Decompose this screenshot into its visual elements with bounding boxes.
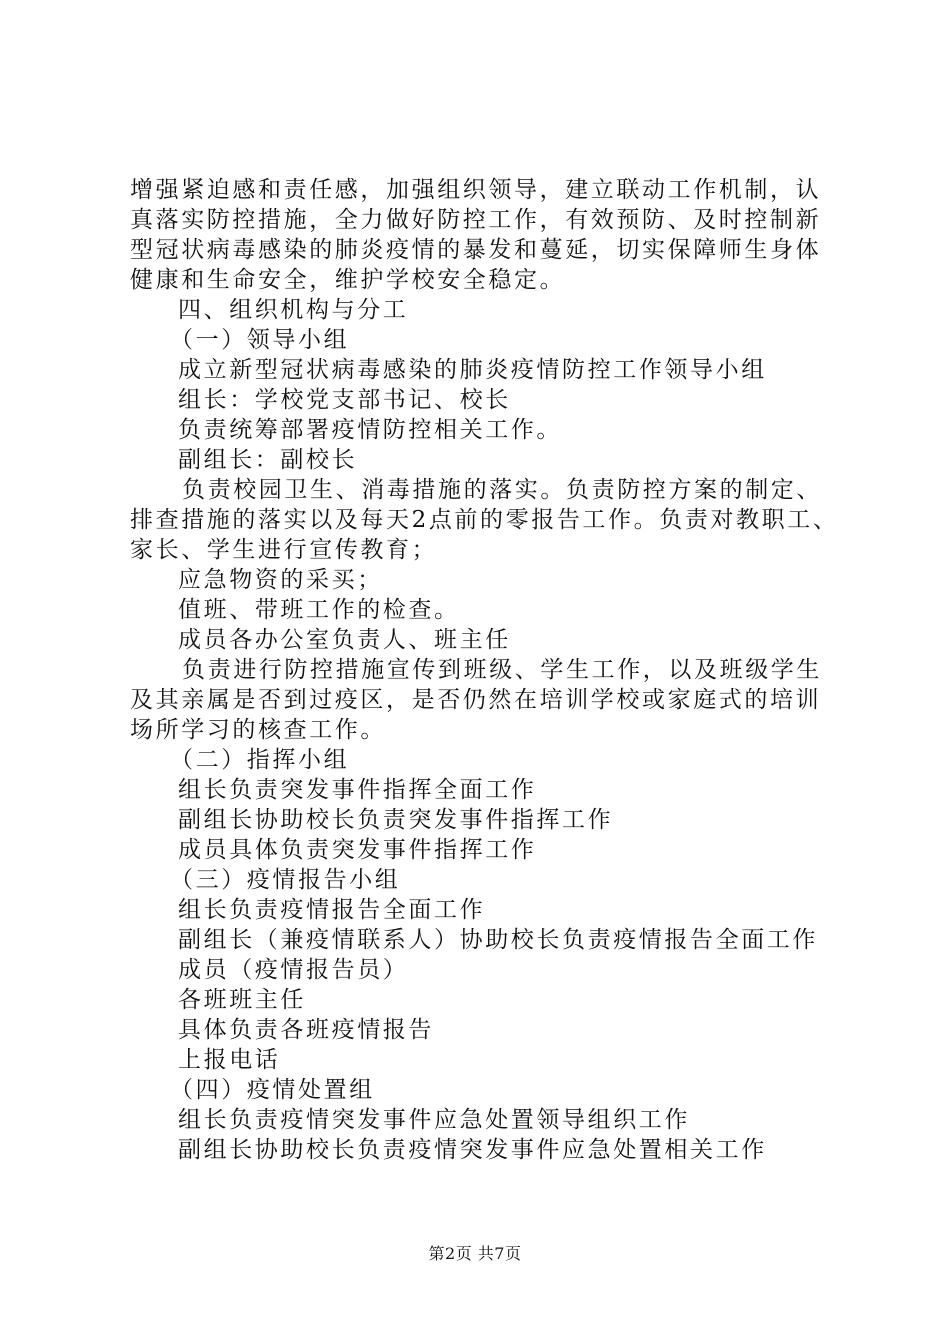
text-line: 组长负责疫情突发事件应急处置领导组织工作: [178, 1107, 690, 1133]
text-line: 上报电话: [178, 1047, 281, 1073]
text-line: 副组长：副校长: [178, 447, 358, 473]
text-line: 组长负责突发事件指挥全面工作: [178, 777, 537, 803]
text-line: 负责进行防控措施宣传到班级、学生工作，以及班级学生: [182, 657, 822, 683]
text-line: 成员（疫情报告员）: [178, 957, 409, 983]
text-line: 增强紧迫感和责任感，加强组织领导，建立联动工作机制，认: [130, 177, 822, 203]
text-line: 四、组织机构与分工: [178, 297, 409, 323]
text-line: 场所学习的核查工作。: [130, 717, 386, 743]
text-line: （二）指挥小组: [170, 747, 350, 773]
text-line: 排查措施的落实以及每天2点前的零报告工作。负责对教职工、: [130, 507, 839, 533]
text-line: 成员具体负责突发事件指挥工作: [178, 837, 537, 863]
text-line: 各班班主任: [178, 987, 306, 1013]
text-line: 负责统筹部署疫情防控相关工作。: [178, 417, 562, 443]
text-line: 成员各办公室负责人、班主任: [178, 627, 511, 653]
text-line: 值班、带班工作的检查。: [178, 597, 460, 623]
text-line: （三）疫情报告小组: [170, 867, 401, 893]
text-line: 健康和生命安全，维护学校安全稳定。: [130, 267, 566, 293]
text-line: 副组长协助校长负责疫情突发事件应急处置相关工作: [178, 1137, 767, 1163]
text-line: 组长负责疫情报告全面工作: [178, 897, 486, 923]
document-body: [130, 175, 839, 1165]
text-line: （四）疫情处置组: [170, 1077, 375, 1103]
text-line: 副组长协助校长负责突发事件指挥工作: [178, 807, 614, 833]
text-line: 家长、学生进行宣传教育；: [130, 537, 438, 563]
text-line: 具体负责各班疫情报告: [178, 1017, 434, 1043]
text-line: （一）领导小组: [170, 327, 350, 353]
text-line: 组长：学校党支部书记、校长: [178, 387, 511, 413]
text-line: 负责校园卫生、消毒措施的落实。负责防控方案的制定、: [182, 477, 822, 503]
text-line: 型冠状病毒感染的肺炎疫情的暴发和蔓延，切实保障师生身体: [130, 237, 822, 263]
text-line: 副组长（兼疫情联系人）协助校长负责疫情报告全面工作: [178, 927, 818, 953]
text-line: 成立新型冠状病毒感染的肺炎疫情防控工作领导小组: [178, 357, 767, 383]
text-line: 及其亲属是否到过疫区，是否仍然在培训学校或家庭式的培训: [130, 687, 822, 713]
text-line: 真落实防控措施，全力做好防控工作，有效预防、及时控制新: [130, 207, 822, 233]
page-footer: 第2页 共7页: [428, 1244, 522, 1263]
text-line: 应急物资的采买；: [178, 567, 383, 593]
